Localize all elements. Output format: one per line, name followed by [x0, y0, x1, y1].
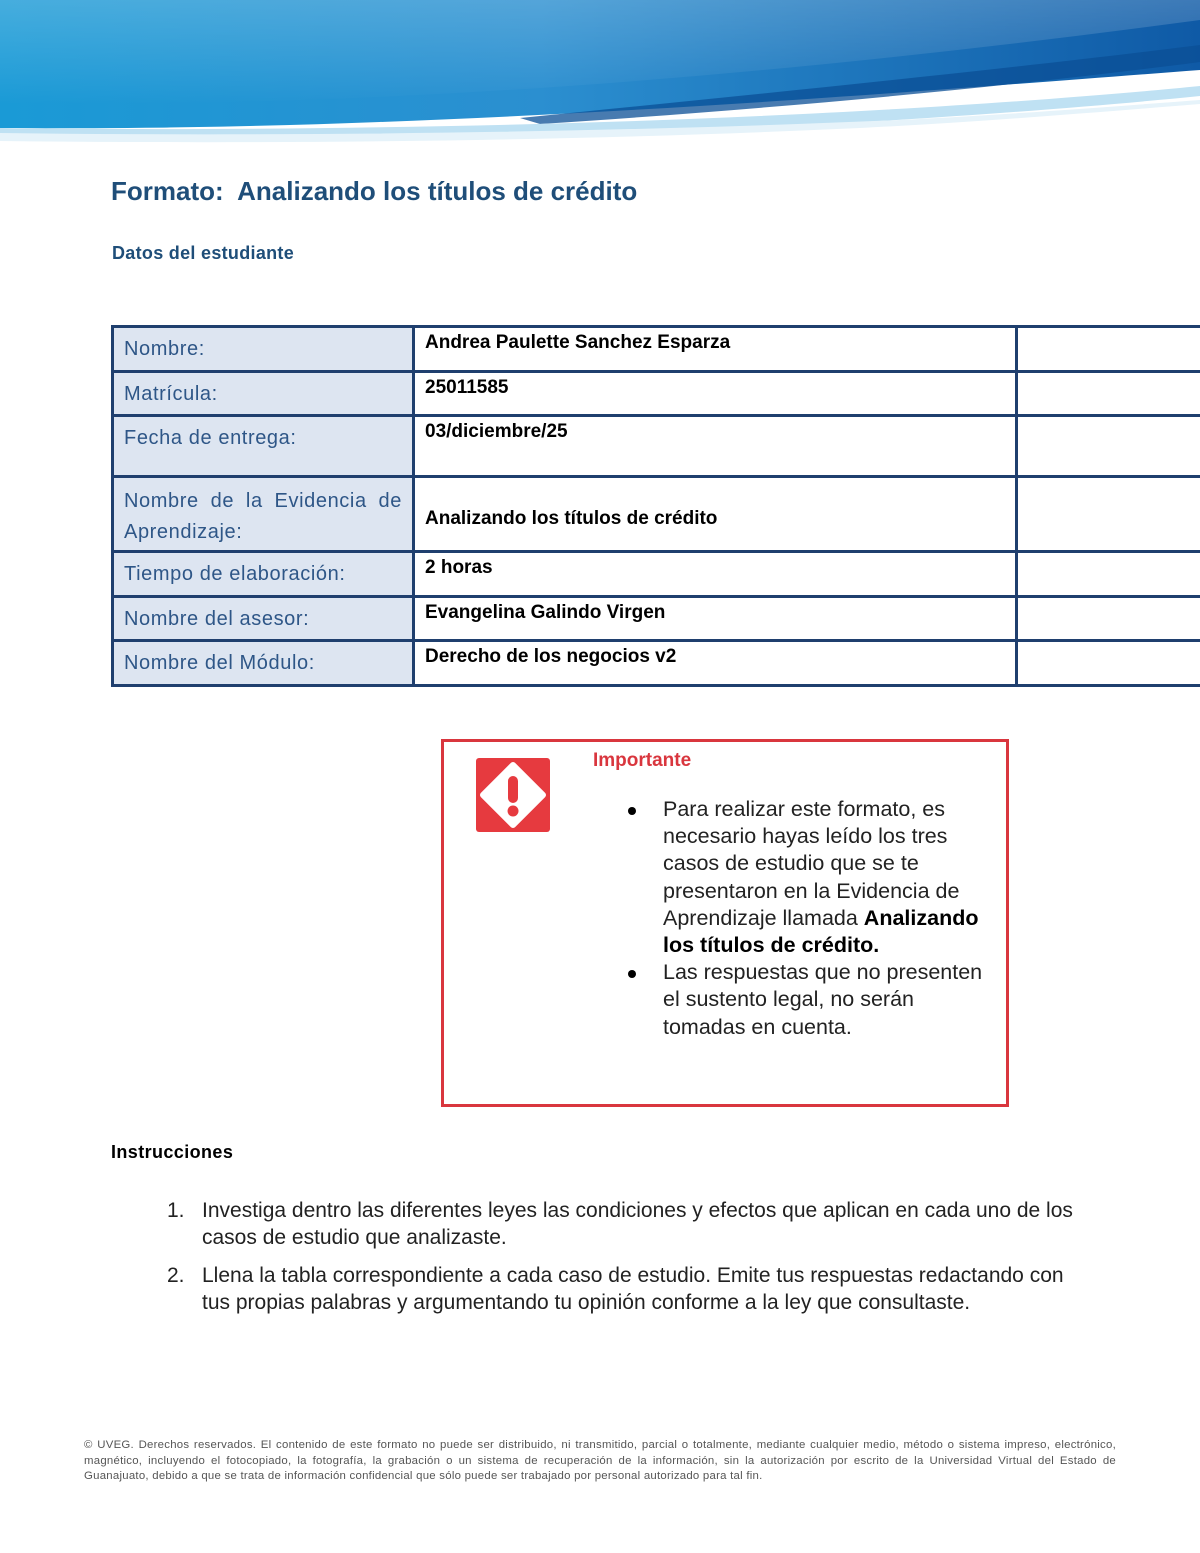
- instructions-title: Instrucciones: [111, 1142, 234, 1162]
- important-title: Importante: [593, 750, 692, 771]
- instructions-list: [160, 1197, 1080, 1326]
- value-cell: Derecho de los negocios v2: [414, 641, 1017, 686]
- table-row: [113, 641, 1200, 686]
- section-subtitle-student-data: Datos del estudiante: [112, 243, 295, 263]
- bullet-text: Para realizar este formato, es necesario hayas leído los tres casos de estudio que se te presentaron en la Evidencia de Aprendizaje llamada: [663, 797, 960, 930]
- value-cell: 03/diciembre/25: [414, 416, 1017, 477]
- bullet-text: Las respuestas que no presenten el sustento legal, no serán tomadas en cuenta.: [663, 960, 983, 1039]
- value-cell: Analizando los títulos de crédito: [414, 477, 1017, 552]
- label-cell: Nombre:: [113, 327, 414, 372]
- label-cell: Fecha de entrega:: [113, 416, 414, 477]
- empty-cell: [1017, 372, 1200, 416]
- empty-cell: [1017, 416, 1200, 477]
- list-item: [599, 796, 989, 959]
- empty-cell: [1017, 327, 1200, 372]
- empty-cell: [1017, 641, 1200, 686]
- bullet-bold-text: Analizando los títulos de crédito.: [663, 905, 979, 958]
- table-row: [113, 372, 1200, 416]
- empty-cell: [1017, 597, 1200, 641]
- item-text: Llena la tabla correspondiente a cada caso de estudio. Emite tus respuestas redactando con tus propias palabras y argumentando tu opinión conforme a la ley que consultaste.: [202, 1263, 1064, 1314]
- warning-icon: [476, 758, 550, 832]
- list-item: [160, 1197, 1080, 1252]
- important-list: [599, 796, 989, 1041]
- document-title: Formato: Analizando los títulos de crédito: [111, 176, 638, 206]
- empty-cell: [1017, 477, 1200, 552]
- list-item: [599, 959, 989, 1041]
- important-notice-box: [441, 739, 1009, 1107]
- item-text: Investiga dentro las diferentes leyes las condiciones y efectos que aplican en cada uno de los casos de estudio que analizaste.: [202, 1199, 1073, 1250]
- value-cell: Evangelina Galindo Virgen: [414, 597, 1017, 641]
- label-cell: Nombre del asesor:: [113, 597, 414, 641]
- list-item: [160, 1262, 1080, 1317]
- label-cell: Matrícula:: [113, 372, 414, 416]
- table-row: [113, 477, 1200, 552]
- item-number: 2.: [167, 1263, 185, 1287]
- value-cell: 25011585: [414, 372, 1017, 416]
- item-number: 1.: [167, 1199, 185, 1222]
- table-row: [113, 597, 1200, 641]
- label-cell: Nombre de la Evidencia de Aprendizaje:: [113, 477, 414, 552]
- header-banner: [0, 0, 1200, 145]
- table-row: [113, 552, 1200, 597]
- value-cell: Andrea Paulette Sanchez Esparza: [414, 327, 1017, 372]
- empty-cell: [1017, 552, 1200, 597]
- label-cell: Tiempo de elaboración:: [113, 552, 414, 597]
- table-row: [113, 327, 1200, 372]
- student-data-table: [111, 325, 1200, 687]
- label-cell: Nombre del Módulo:: [113, 641, 414, 686]
- table-row: [113, 416, 1200, 477]
- copyright-footer: © UVEG. Derechos reservados. El contenido de este formato no puede ser distribuido, ni transmitido, parcial o totalmente, mediante cualquier medio, método o sistema impreso, electrónico, magnético, incluyendo el fotocopiado, la fotografía, la grabación o un sistema de recuperación de la información, sin la autorización por escrito de la Universidad Virtual del Estado de Guanajuato, debido a que se trata de información confidencial que sólo puede ser trabajado por personal autorizado para tal fin.: [84, 1439, 1116, 1483]
- value-cell: 2 horas: [414, 552, 1017, 597]
